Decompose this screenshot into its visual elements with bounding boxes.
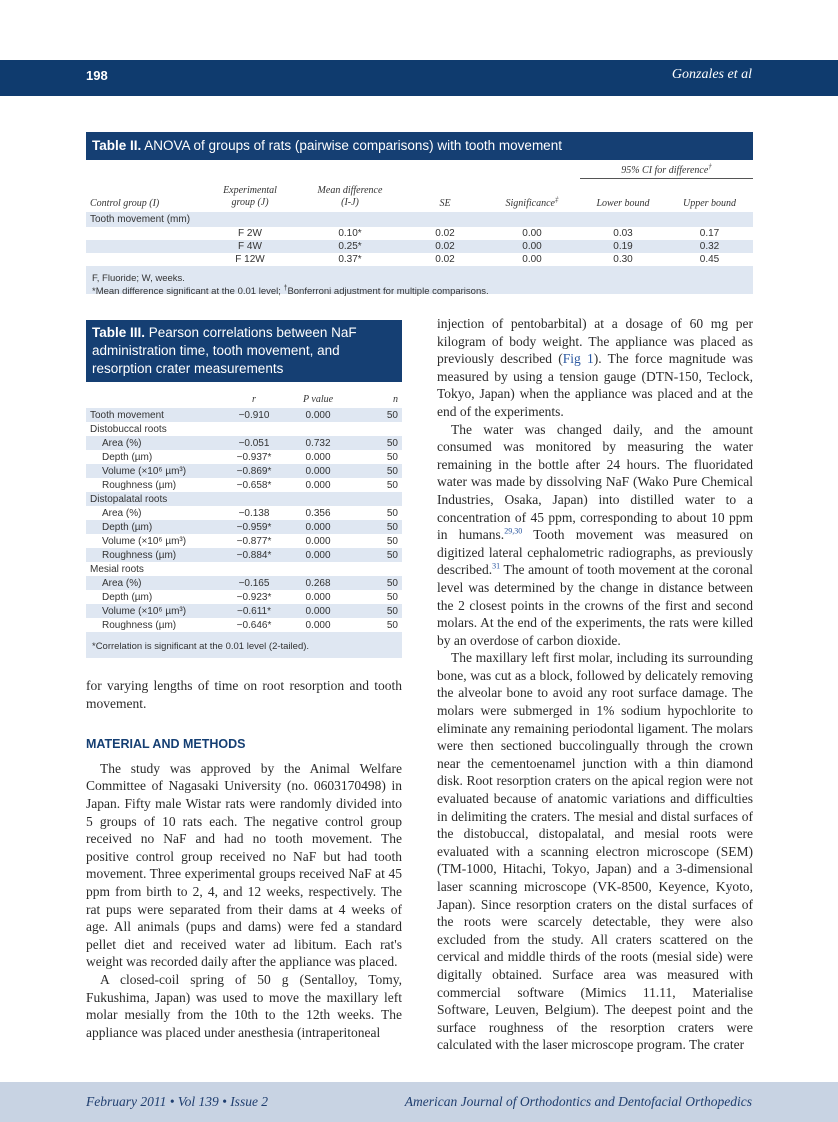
table-row (86, 478, 402, 492)
right-paragraph-3: The maxillary left first molar, including its surrounding bone, was cut as a block, followed by delicately removing the alveolar bone to avoid any root surface damage. The molars were submerged in 1% sodium hypochlorite to eliminate any remaining periodontal ligament. The molars were then sectioned buccolingually through the crown near the cementoenamel junction with a thin diamond disk. Root resorption craters on the apical region were not evaluated because of anatomic variations and difficulties in delimiting the craters. The mesial and distal surfaces of the distobuccal, distopalatal, and mesial roots were evaluated with a scanning electron microscope (SEM) (TM-1000, Hitachi, Tokyo, Japan) and a 3-dimensional laser scanning microscope (VK-8500, Keyence, Kyoto, Japan). Since resorption craters on the distal surfaces of the roots were scarcely detectable, they were also excluded from the study. All craters scattered on the cervical and middle thirds of the roots (mesial side) were digitally obtained. Surface area was measured with commercial software (Mimics 11.11, Materialise Software, Leuven, Belgium). The deepest point and the surface roughness of the resorption craters were calculated with the laser microscope program. The crater (437, 650, 753, 1053)
cell-p: 0.000 (280, 464, 356, 478)
cell-n (356, 422, 402, 436)
table-iii-body (86, 408, 402, 632)
table-row (86, 253, 753, 266)
cell-p: 0.000 (280, 548, 356, 562)
page-header (0, 60, 838, 96)
cell-upper: 0.17 (666, 227, 753, 240)
table-row (86, 520, 402, 534)
methods-paragraph-2: A closed-coil spring of 50 g (Sentalloy, Tomy, Fukushima, Japan) was used to move the maxillary left molar mesially from the 10th to the 12th weeks. The appliance was placed under anesthesia (intraperitoneal (86, 971, 402, 1040)
col-lower-bound: Lower bound (596, 198, 650, 209)
table-row (86, 240, 753, 253)
cell-mean: 0.10* (294, 227, 406, 240)
cell-label: Volume (×10⁶ µm³) (86, 464, 228, 478)
cell-mean: 0.25* (294, 240, 406, 253)
section-heading: MATERIAL AND METHODS (86, 737, 246, 752)
right-paragraph-1: injection of pentobarbital) at a dosage of 60 mg per kilogram of body weight. The appliance was placed as previously described (Fig 1). The force magnitude was measured by using a tension gauge (DTN-150, Teclock, Tokyo, Japan) when the appliance was placed and at the end of the experiments. (437, 316, 753, 419)
col-r: r (252, 394, 256, 405)
cell-label: Roughness (µm) (86, 618, 228, 632)
cell-r (228, 492, 280, 506)
table-ii (86, 132, 753, 297)
table-row (86, 212, 753, 227)
cell-n (356, 492, 402, 506)
cell-p (280, 562, 356, 576)
col-n: n (393, 394, 398, 405)
cell-r: −0.884* (228, 548, 280, 562)
cell-r: −0.869* (228, 464, 280, 478)
col-upper-bound: Upper bound (682, 198, 737, 209)
cell-sig: 0.00 (484, 253, 580, 266)
table-ii-title: ANOVA of groups of rats (pairwise comparisons) with tooth movement (144, 138, 562, 153)
col-control-group: Control group (I) (90, 198, 160, 209)
table-row (86, 492, 402, 506)
figure-1-link[interactable]: Fig 1 (562, 351, 594, 367)
cell-r: −0.959* (228, 520, 280, 534)
table-row (86, 562, 402, 576)
cell-p: 0.000 (280, 534, 356, 548)
cell-r: −0.051 (228, 436, 280, 450)
table-ii-notes (86, 266, 753, 300)
cell-label: Roughness (µm) (86, 548, 228, 562)
cell-r: −0.138 (228, 506, 280, 520)
cell-label: Distopalatal roots (86, 492, 228, 506)
cell-r: −0.910 (228, 408, 280, 422)
cell-p: 0.000 (280, 408, 356, 422)
cell-group: F 4W (206, 240, 294, 253)
table-row (86, 576, 402, 590)
table-row (86, 506, 402, 520)
running-authors: Gonzales et al (671, 67, 752, 82)
table-iii-caption (86, 320, 402, 382)
cell-n: 50 (356, 436, 402, 450)
cell-n: 50 (356, 604, 402, 618)
table-row (86, 464, 402, 478)
cell-p: 0.732 (280, 436, 356, 450)
cell-lower: 0.30 (580, 253, 666, 266)
col-experimental-group: Experimental group (J) (223, 185, 277, 208)
cell-label: Volume (×10⁶ µm³) (86, 534, 228, 548)
cell-label: Tooth movement (86, 408, 228, 422)
cell-upper: 0.45 (666, 253, 753, 266)
col-significance: Significance‡ (505, 195, 559, 209)
cell-label: Area (%) (86, 506, 228, 520)
cell-label: Distobuccal roots (86, 422, 228, 436)
right-paragraph-2: The water was changed daily, and the amount consumed was monitored by measuring the water remaining in the bottle after 24 hours. The fluoridated water was made by dissolving NaF (Wako Pure Chemical Industries, Osaka, Japan) into distilled water to a concentration of 45 ppm, corresponding to about 10 ppm in humans.$^{29,30}$ Tooth movement was measured on digitized lateral cephalometric radiographs, as previously described.$^{31}$ The amount of tooth movement at the coronal level was determined by the change in distance between the 2 closest points in the crowns of the first and second molars. At the end of the experiments, the rats were killed by an overdose of carbon dioxide. (437, 421, 753, 648)
table-row (86, 408, 402, 422)
cell-n: 50 (356, 506, 402, 520)
cell-label: Volume (×10⁶ µm³) (86, 604, 228, 618)
cell-p: 0.000 (280, 590, 356, 604)
cell-p: 0.268 (280, 576, 356, 590)
table-iii-title: Pearson correlations between NaF administration time, tooth movement, and resorption crater measurements (92, 325, 357, 376)
cell-n: 50 (356, 464, 402, 478)
cell-p (280, 422, 356, 436)
cell-lower: 0.03 (580, 227, 666, 240)
reference-29-30[interactable]: 29,30 (504, 526, 523, 536)
table-ii-label: Table II. (92, 138, 142, 153)
reference-31[interactable]: 31 (492, 561, 501, 571)
cell-sig: 0.00 (484, 240, 580, 253)
cell-p: 0.000 (280, 618, 356, 632)
col-p-value: P value (302, 394, 334, 405)
cell-n: 50 (356, 408, 402, 422)
cell-mean: 0.37* (294, 253, 406, 266)
cell-r: −0.165 (228, 576, 280, 590)
cell-n: 50 (356, 548, 402, 562)
cell-r: −0.646* (228, 618, 280, 632)
table-iii-note: *Correlation is significant at the 0.01 level (2-tailed). (92, 641, 310, 652)
cell-se: 0.02 (406, 253, 484, 266)
group-label: Tooth movement (mm) (86, 212, 753, 227)
table-ii-grid (86, 160, 753, 266)
cell-r: −0.611* (228, 604, 280, 618)
cell-group: F 2W (206, 227, 294, 240)
page-footer (0, 1082, 838, 1122)
left-column (86, 677, 402, 1041)
table-row (86, 422, 402, 436)
table-ii-note-2: *Mean difference significant at the 0.01 level; †Bonferroni adjustment for multiple comparisons. (92, 284, 489, 297)
table-ii-caption (86, 132, 753, 160)
table-iii-grid (86, 382, 402, 632)
cell-label: Depth (µm) (86, 520, 228, 534)
cell-se: 0.02 (406, 227, 484, 240)
cell-n (356, 562, 402, 576)
table-row (86, 590, 402, 604)
table-iii-label: Table III. (92, 325, 146, 340)
cell-p: 0.000 (280, 520, 356, 534)
cell-r: −0.937* (228, 450, 280, 464)
table-row (86, 450, 402, 464)
journal-name: American Journal of Orthodontics and Dentofacial Orthopedics (404, 1094, 752, 1109)
cell-n: 50 (356, 534, 402, 548)
intro-paragraph: for varying lengths of time on root resorption and tooth movement. (86, 678, 402, 711)
page-number: 198 (86, 68, 108, 83)
table-iii (86, 320, 402, 658)
table-row (86, 436, 402, 450)
cell-se: 0.02 (406, 240, 484, 253)
cell-label: Roughness (µm) (86, 478, 228, 492)
cell-p: 0.000 (280, 604, 356, 618)
methods-paragraph-1: The study was approved by the Animal Welfare Committee of Nagasaki University (no. 0603170498) in Japan. Fifty male Wistar rats were randomly divided into 5 groups of 10 rats each. The negative control group received no NaF and had no tooth movement. The positive control group received no NaF but had tooth movement. Three experimental groups received NaF at 45 ppm from birth to 2, 4, and 12 weeks, respectively. The rat pups were separated from their dams at 4 weeks of age. All animals (pups and dams) were fed a standard pellet diet and received water ad libitum. Each rat's weight was recorded daily after the appliance was placed. (86, 760, 402, 970)
cell-r: −0.877* (228, 534, 280, 548)
cell-label: Area (%) (86, 436, 228, 450)
cell-upper: 0.32 (666, 240, 753, 253)
cell-r (228, 422, 280, 436)
table-row (86, 618, 402, 632)
table-row (86, 604, 402, 618)
cell-r: −0.658* (228, 478, 280, 492)
cell-label: Depth (µm) (86, 450, 228, 464)
cell-r: −0.923* (228, 590, 280, 604)
cell-n: 50 (356, 520, 402, 534)
cell-p (280, 492, 356, 506)
cell-n: 50 (356, 590, 402, 604)
cell-r (228, 562, 280, 576)
cell-n: 50 (356, 618, 402, 632)
cell-label: Mesial roots (86, 562, 228, 576)
table-row (86, 534, 402, 548)
cell-label: Area (%) (86, 576, 228, 590)
cell-p: 0.000 (280, 450, 356, 464)
col-se: SE (439, 198, 451, 209)
col-mean-difference: Mean difference (I-J) (317, 185, 383, 208)
table-ii-note-1: F, Fluoride; W, weeks. (92, 273, 185, 284)
cell-n: 50 (356, 450, 402, 464)
cell-p: 0.000 (280, 478, 356, 492)
cell-group: F 12W (206, 253, 294, 266)
ci-header: 95% CI for difference† (580, 160, 753, 178)
issue-info: February 2011 • Vol 139 • Issue 2 (86, 1094, 269, 1109)
table-row (86, 548, 402, 562)
cell-p: 0.356 (280, 506, 356, 520)
cell-n: 50 (356, 478, 402, 492)
table-row (86, 227, 753, 240)
cell-label: Depth (µm) (86, 590, 228, 604)
right-column (437, 315, 753, 1054)
cell-n: 50 (356, 576, 402, 590)
cell-lower: 0.19 (580, 240, 666, 253)
cell-sig: 0.00 (484, 227, 580, 240)
